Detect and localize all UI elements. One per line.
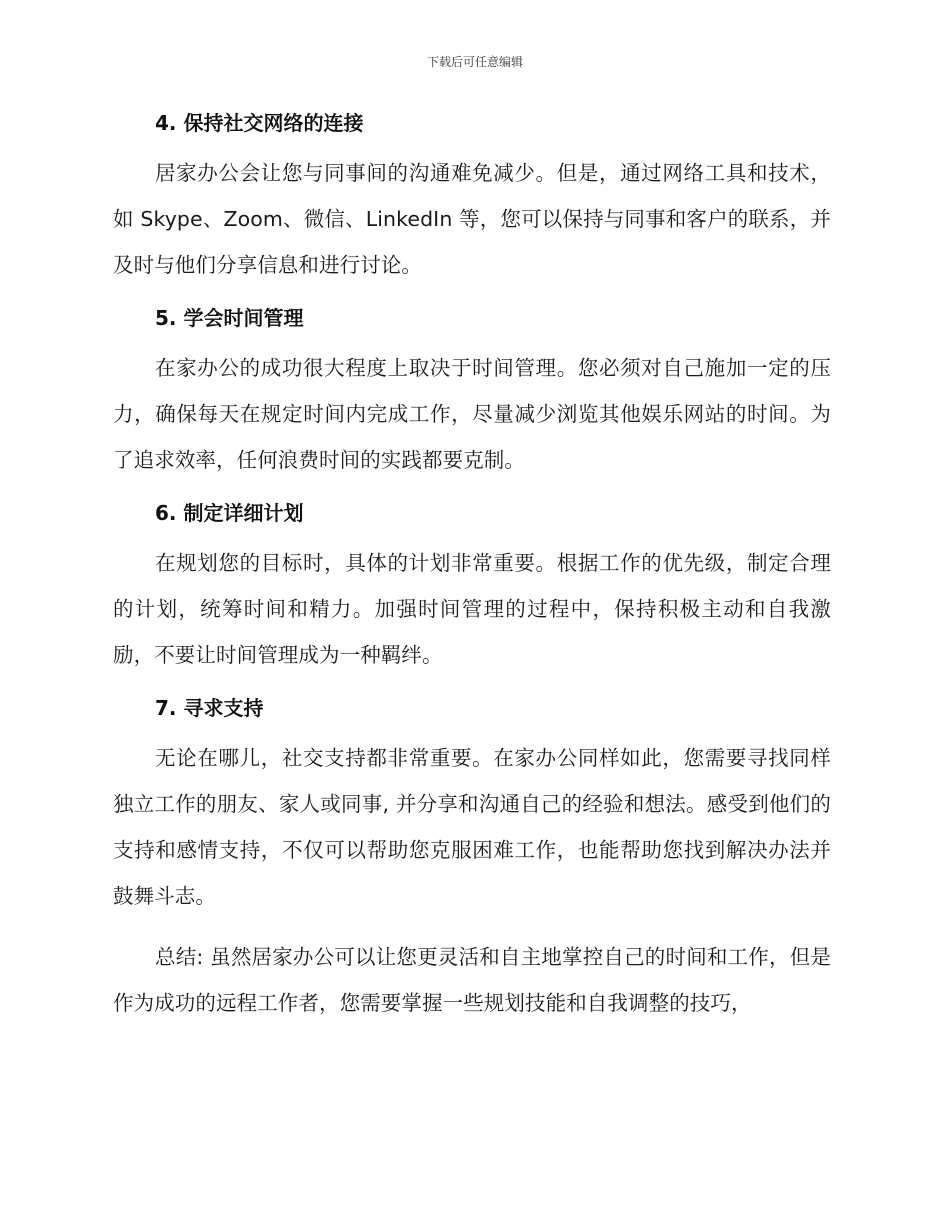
section-paragraph-6: 在规划您的目标时，具体的计划非常重要。根据工作的优先级，制定合理的计划，统筹时间和精力。加强时间管理的过程中，保持积极主动和自我激励，不要让时间管理成为一种羁绊。 (113, 551, 831, 667)
section-heading-7: 7. 寻求支持 (155, 696, 264, 720)
section-heading-5: 5. 学会时间管理 (155, 306, 304, 330)
summary-paragraph: 总结: 虽然居家办公可以让您更灵活和自主地掌控自己的时间和工作，但是作为成功的远程工作者，您需要掌握一些规划技能和自我调整的技巧， (113, 945, 831, 1015)
section-heading-4: 4. 保持社交网络的连接 (155, 111, 364, 135)
section-paragraph-5: 在家办公的成功很大程度上取决于时间管理。您必须对自己施加一定的压力，确保每天在规定时间内完成工作，尽量减少浏览其他娱乐网站的时间。为了追求效率，任何浪费时间的实践都要克制。 (113, 356, 831, 472)
section-paragraph-4: 居家办公会让您与同事间的沟通难免减少。但是，通过网络工具和技术，如 Skype、Zoom、微信、LinkedIn 等，您可以保持与同事和客户的联系，并及时与他们分享信息和进行讨论。 (113, 161, 831, 277)
section-heading-6: 6. 制定详细计划 (155, 501, 304, 525)
section-paragraph-7: 无论在哪儿，社交支持都非常重要。在家办公同样如此，您需要寻找同样独立工作的朋友、家人或同事, 并分享和沟通自己的经验和想法。感受到他们的支持和感情支持，不仅可以帮助您克服困难工作，也能帮助您找到解决办法并鼓舞斗志。 (113, 746, 831, 908)
page-header: 下载后可任意编辑 (426, 55, 523, 69)
document-body (113, 108, 831, 1026)
